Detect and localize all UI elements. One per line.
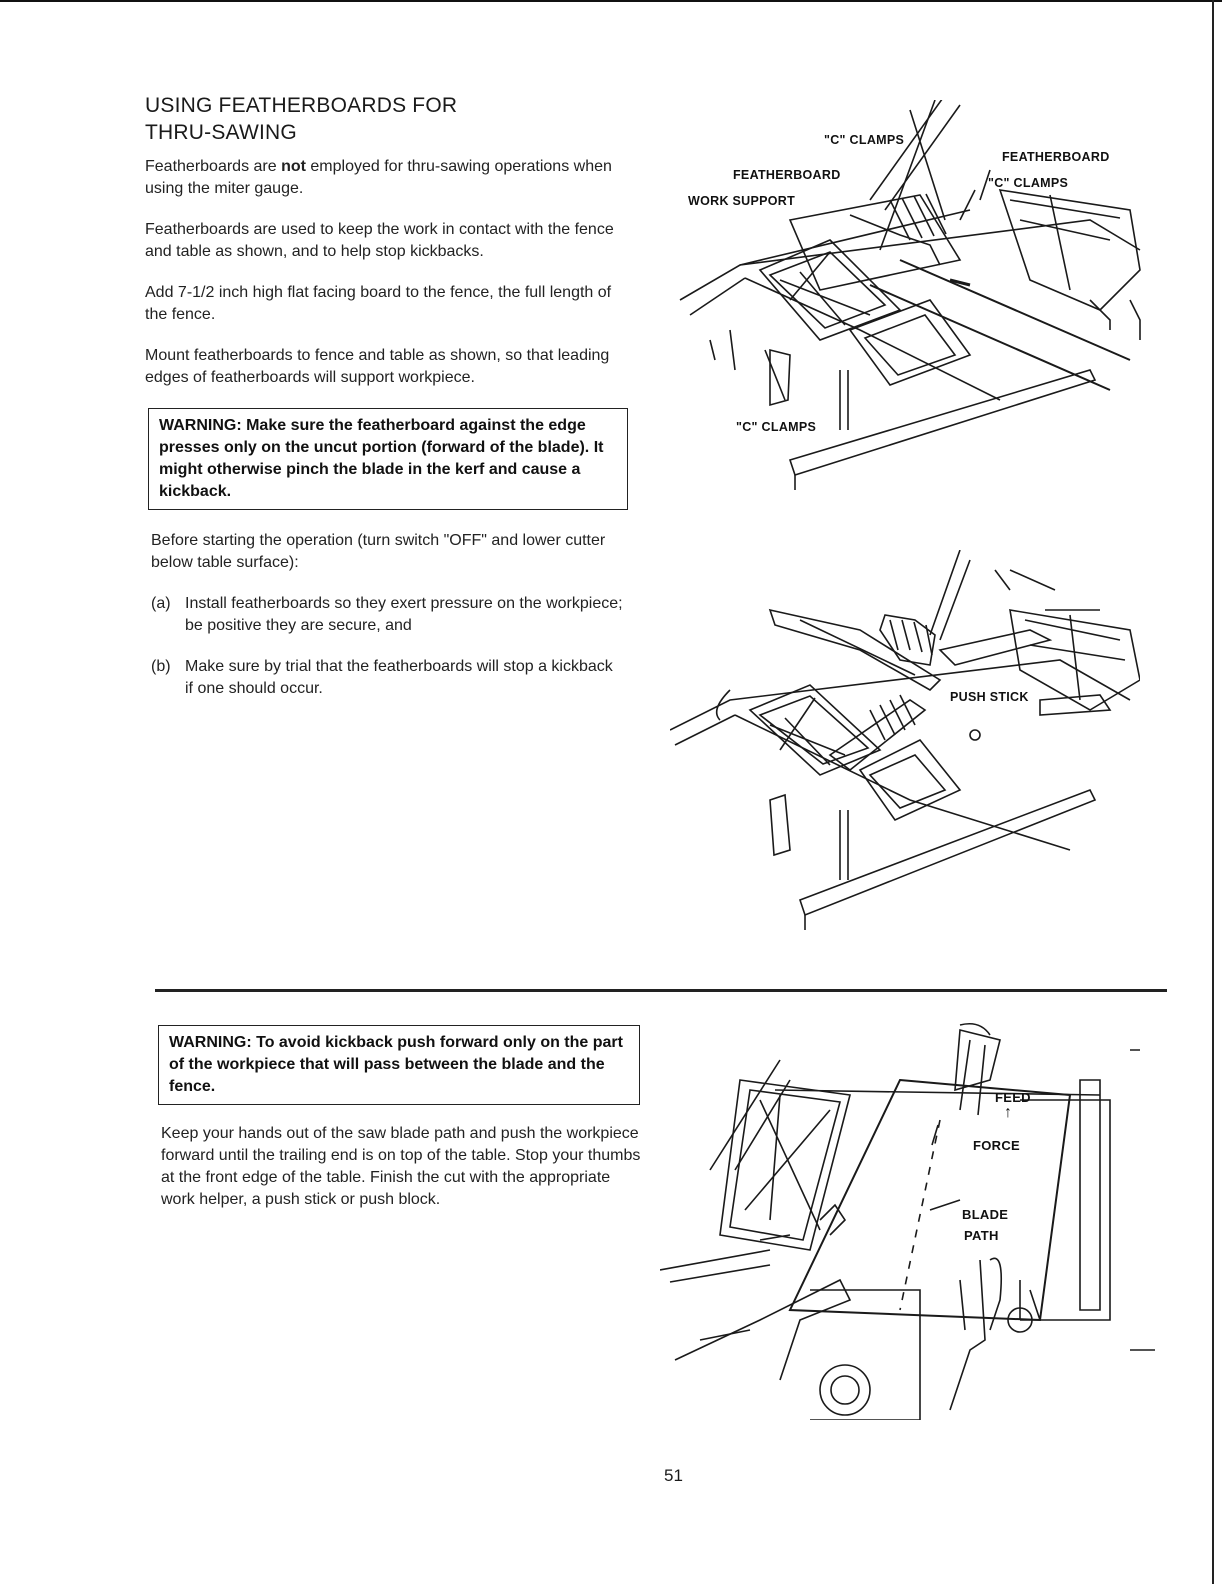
figure-featherboard-setup [670,100,1150,500]
paragraph-not-employed: Featherboards are not employed for thru-sawing operations when using the miter gauge. [145,158,612,197]
page-number: 51 [664,1466,683,1485]
label-push-stick: PUSH STICK [950,690,1029,704]
figure-push-stick [670,550,1140,930]
label-work-support: WORK SUPPORT [688,194,796,208]
section-divider [155,989,1167,992]
paragraph-facing-board: Add 7-1/2 inch high flat facing board to the fence, the full length of the fence. [145,284,612,323]
paragraph-mount: Mount featherboards to fence and table as shown, so that leading edges of featherboards will support workpiece. [145,347,610,386]
warning-box-featherboard: WARNING: Make sure the featherboard against the edge presses only on the uncut portion (forward of the blade). It might otherwise pinch the blade in the kerf and cause a kickback. [148,408,628,510]
label-c-clamps-right: "C" CLAMPS [988,176,1069,190]
label-feed: FEED [995,1090,1031,1105]
section-featherboards-text [145,156,625,719]
label-blade: BLADE [962,1207,1009,1222]
procedure-block [145,530,625,700]
push-stick-drawing [670,550,1140,930]
label-c-clamps-bottom: "C" CLAMPS [736,420,817,434]
feed-arrow-icon: ↑ [1004,1104,1013,1121]
title-line-1: USING FEATHERBOARDS FOR [145,94,458,118]
paragraph-purpose: Featherboards are used to keep the work in contact with the fence and table as shown, and to help stop kickbacks. [145,221,614,260]
page-title [145,92,565,146]
emphasis-not: not [281,158,306,175]
label-featherboard-left: FEATHERBOARD [733,168,841,182]
warning-box-kickback: WARNING: To avoid kickback push forward only on the part of the workpiece that will pass between the blade and the fence. [158,1025,640,1105]
list-item: (b) Make sure by trial that the featherboards will stop a kickback if one should occur. [151,658,613,697]
paragraph-before-starting: Before starting the operation (turn switch "OFF" and lower cutter below table surface): [151,532,606,571]
figure-feed-workpiece [660,1020,1160,1420]
label-featherboard-right: FEATHERBOARD [1002,150,1110,164]
section-kickback-text [158,1025,642,1230]
feed-workpiece-drawing [660,1020,1160,1420]
label-c-clamps-top: "C" CLAMPS [824,133,905,147]
label-path: PATH [964,1228,999,1243]
top-border-line [0,0,1222,2]
list-item: (a) Install featherboards so they exert pressure on the workpiece; be positive they are secure, and [151,595,623,634]
label-force: FORCE [973,1138,1020,1153]
title-line-2: THRU-SAWING [145,121,297,145]
right-border-line [1212,0,1214,1584]
paragraph-keep-hands-out: Keep your hands out of the saw blade path and push the workpiece forward until the trailing end is on top of the table. Stop your thumbs at the front edge of the table. Finish the cut with the appropriate work helper, a push stick or push block. [161,1125,641,1208]
